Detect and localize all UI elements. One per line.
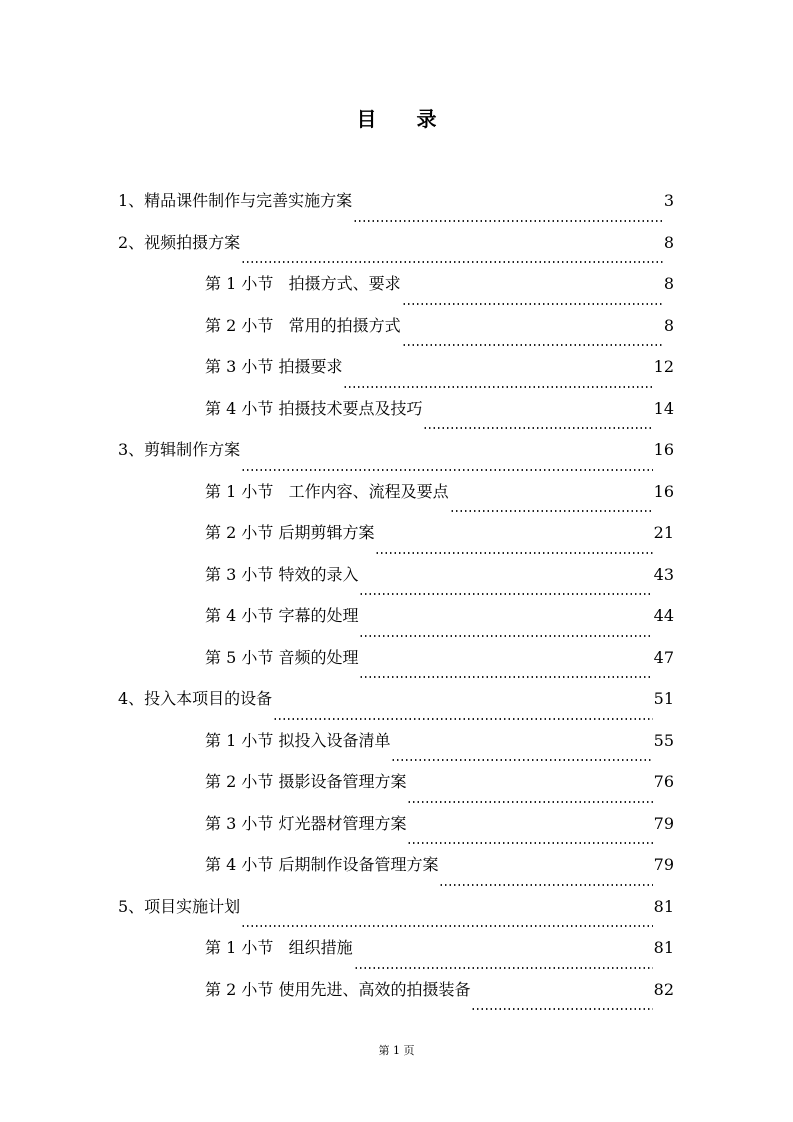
toc-subsection-entry[interactable] [118, 769, 674, 811]
toc-entry-page: 79 [653, 813, 674, 833]
toc-entry-label: 第 2 小节 摄影设备管理方案 [205, 772, 407, 791]
leader-dots [375, 552, 652, 554]
toc-subsection-entry[interactable] [118, 852, 674, 894]
toc-subsection-entry[interactable] [118, 520, 674, 562]
title-right: 录 [416, 107, 437, 131]
toc-entry-label: 第 3 小节 特效的录入 [205, 564, 359, 584]
leader-dots [241, 925, 652, 927]
leader-dots [450, 510, 653, 512]
leader-dots [359, 593, 652, 595]
toc-subsection-entry[interactable] [118, 977, 674, 1019]
leader-dots [273, 718, 652, 720]
toc-entry-label: 第 2 小节 后期剪辑方案 [205, 523, 375, 542]
leader-dots [353, 220, 663, 222]
toc-entry-label: 第 4 小节 拍摄技术要点及技巧 [205, 398, 423, 418]
leader-dots [241, 261, 663, 263]
toc-entry-page: 8 [663, 315, 674, 335]
leader-dots [439, 884, 652, 886]
toc-subsection-entry[interactable] [118, 562, 674, 604]
toc-subsection-entry[interactable] [118, 313, 674, 355]
leader-dots [391, 759, 652, 761]
toc-entry-page: 81 [653, 938, 674, 957]
toc-entry-page: 8 [663, 274, 674, 293]
leader-dots [402, 303, 663, 305]
toc-subsection-entry[interactable] [118, 603, 674, 645]
toc-entry-label: 3、剪辑制作方案 [118, 440, 241, 459]
toc-subsection-entry[interactable] [118, 271, 674, 313]
toc-entry-label: 第 2 小节 常用的拍摄方式 [205, 315, 401, 335]
toc-entry-page: 8 [663, 232, 674, 252]
title-left: 目 [356, 107, 377, 131]
toc-entry-page: 16 [653, 481, 674, 501]
leader-dots [407, 842, 652, 844]
toc-entry-page: 3 [663, 191, 674, 210]
toc-entry-label: 第 1 小节 拟投入设备清单 [205, 730, 391, 750]
toc-entry-label: 5、项目实施计划 [118, 896, 241, 916]
toc-entry-page: 14 [653, 398, 674, 418]
toc-subsection-entry[interactable] [118, 935, 674, 977]
toc-entry-page: 16 [653, 440, 674, 459]
toc-chapter-entry[interactable] [118, 437, 674, 479]
toc-entry-page: 79 [653, 855, 674, 874]
toc-subsection-entry[interactable] [118, 396, 674, 438]
toc-chapter-entry[interactable] [118, 188, 674, 230]
toc-entry-label: 第 4 小节 字幕的处理 [205, 606, 359, 625]
toc-entry-label: 1、精品课件制作与完善实施方案 [118, 191, 353, 210]
toc-subsection-entry[interactable] [118, 479, 674, 521]
toc-entry-label: 第 3 小节 灯光器材管理方案 [205, 813, 407, 833]
toc-entry-page: 55 [653, 730, 674, 750]
toc-entry-page: 81 [653, 896, 674, 916]
toc-entry-page: 76 [653, 772, 674, 791]
table-of-contents [118, 188, 674, 1018]
toc-entry-label: 第 2 小节 使用先进、高效的拍摄装备 [205, 979, 471, 999]
toc-chapter-entry[interactable] [118, 686, 674, 728]
toc-entry-label: 第 1 小节 拍摄方式、要求 [205, 274, 401, 293]
toc-entry-page: 44 [653, 606, 674, 625]
toc-entry-page: 21 [653, 523, 674, 542]
toc-entry-page: 47 [653, 647, 674, 667]
toc-entry-page: 12 [653, 357, 674, 376]
toc-entry-page: 51 [653, 689, 674, 708]
toc-subsection-entry[interactable] [118, 728, 674, 770]
leader-dots [407, 801, 652, 803]
toc-subsection-entry[interactable] [118, 645, 674, 687]
toc-chapter-entry[interactable] [118, 894, 674, 936]
toc-entry-label: 第 5 小节 音频的处理 [205, 647, 359, 667]
toc-entry-label: 4、投入本项目的设备 [118, 689, 273, 708]
leader-dots [423, 427, 652, 429]
leader-dots [402, 344, 663, 346]
leader-dots [359, 676, 652, 678]
page-title [0, 103, 793, 132]
leader-dots [343, 386, 652, 388]
toc-entry-label: 第 3 小节 拍摄要求 [205, 357, 343, 376]
toc-entry-page: 43 [653, 564, 674, 584]
toc-entry-page: 82 [653, 979, 674, 999]
leader-dots [354, 967, 653, 969]
page-number-footer: 第 1 页 [378, 1044, 415, 1057]
toc-entry-label: 第 4 小节 后期制作设备管理方案 [205, 855, 439, 874]
toc-entry-label: 2、视频拍摄方案 [118, 232, 241, 252]
toc-entry-label: 第 1 小节 工作内容、流程及要点 [205, 481, 449, 501]
leader-dots [359, 635, 652, 637]
leader-dots [241, 469, 652, 471]
toc-chapter-entry[interactable] [118, 230, 674, 272]
toc-entry-label: 第 1 小节 组织措施 [205, 938, 353, 957]
leader-dots [471, 1008, 652, 1010]
toc-subsection-entry[interactable] [118, 811, 674, 853]
toc-subsection-entry[interactable] [118, 354, 674, 396]
